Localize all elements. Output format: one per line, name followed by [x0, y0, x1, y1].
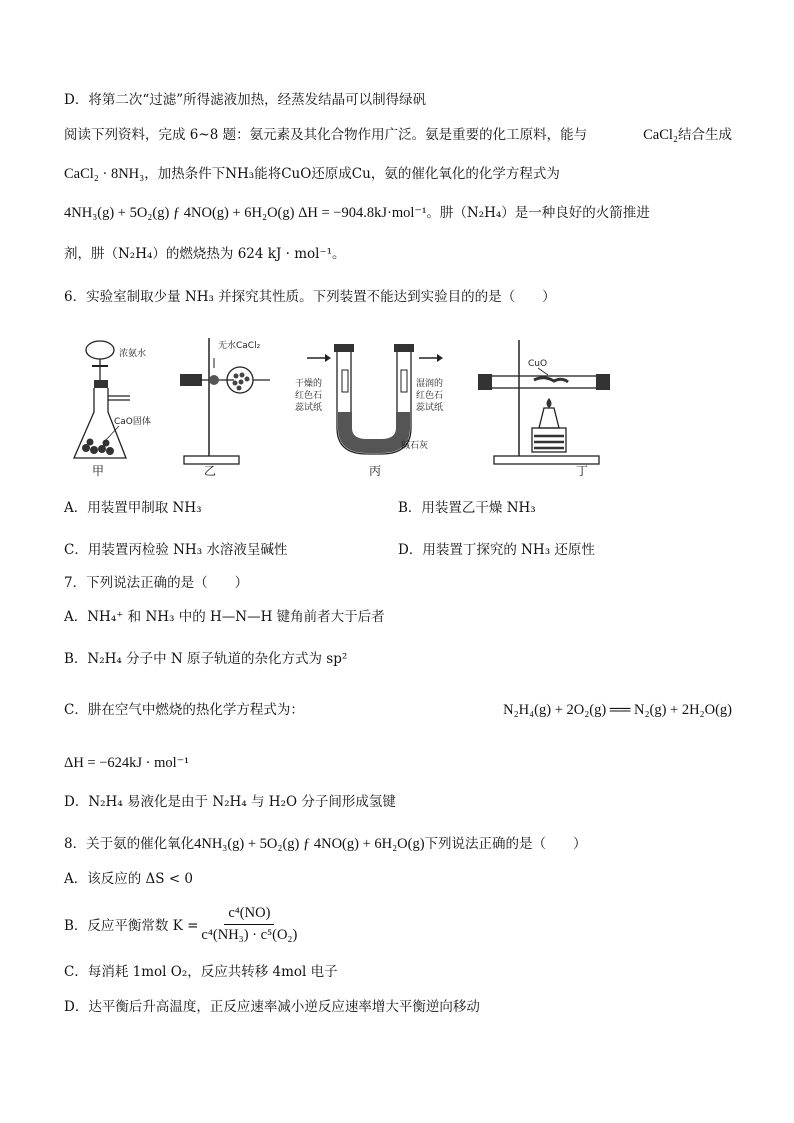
caption-jia: 甲 [92, 464, 105, 478]
q8-option-b[interactable] [64, 898, 300, 950]
q7-option-c-equation: N₂H₄(g) + 2O₂(g) ══ N₂(g) + 2H₂O(g) [503, 702, 732, 718]
fraction-numerator: c⁴(NO) [224, 905, 274, 925]
label-soda-lime: 碱石灰 [401, 441, 429, 451]
intro-line-1-end: 结合生成 [678, 127, 732, 143]
q7-option-a[interactable]: A．NH₄⁺ 和 NH₃ 中的 H—N—H 键角前者大于后者 [64, 609, 385, 625]
q8-stem-start: 8．关于氨的催化氧化 [64, 836, 195, 852]
caption-yi: 乙 [204, 464, 217, 478]
q7-option-c-dh: ΔH = −624kJ · mol⁻¹ [64, 755, 189, 771]
caption-ding: 丁 [576, 464, 589, 478]
apparatus-bing [289, 328, 474, 480]
label-cao: CaO固体 [114, 417, 151, 427]
q8-option-c[interactable]: C．每消耗 1mol O₂，反应共转移 4mol 电子 [64, 964, 338, 980]
q7-option-c-text: C．肼在空气中燃烧的热化学方程式为： [64, 702, 304, 718]
intro-line-1-formula: CaCl₂ [643, 127, 678, 143]
apparatus-yi [174, 328, 294, 480]
q8-option-b-label: B．反应平衡常数 K = [64, 918, 199, 934]
intro-line-3-equation: 4NH₃(g) + 5O₂(g) ƒ 4NO(g) + 6H₂O(g) ΔH = −904.8kJ·mol⁻¹ [64, 205, 427, 221]
q7-stem: 7．下列说法正确的是（ ） [64, 575, 249, 591]
q8-stem [64, 836, 587, 853]
q8-stem-equation: 4NH₃(g) + 5O₂(g) ƒ 4NO(g) + 6H₂O(g) [194, 836, 425, 852]
q8-stem-end: 下列说法正确的是（ ） [424, 836, 587, 852]
intro-line-1 [64, 127, 732, 144]
label-dry-1: 干燥的 [295, 379, 323, 389]
q6-option-d[interactable]: D．用装置丁探究的 NH₃ 还原性 [398, 542, 595, 558]
intro-line-3 [64, 205, 650, 222]
q8-option-a[interactable]: A．该反应的 ΔS < 0 [64, 871, 194, 887]
intro-line-2-text: ，加热条件下NH₃能将CuO还原成Cu，氨的催化氧化的化学方程式为 [144, 166, 560, 182]
q7-option-b[interactable]: B．N₂H₄ 分子中 N 原子轨道的杂化方式为 sp² [64, 651, 348, 667]
intro-line-2-formula: CaCl₂ · 8NH₃ [64, 166, 145, 182]
q6-option-a[interactable]: A．用装置甲制取 NH₃ [64, 500, 202, 516]
label-ammonia: 浓氨水 [119, 349, 147, 359]
apparatus-jia [64, 328, 184, 480]
intro-line-3-text: 。肼（N₂H₄）是一种良好的火箭推进 [426, 205, 650, 221]
caption-bing: 丙 [369, 464, 382, 478]
q6-option-b[interactable]: B．用装置乙干燥 NH₃ [398, 500, 536, 516]
intro-line-2 [64, 166, 560, 183]
q7-option-c[interactable] [64, 702, 732, 719]
fraction-denominator: c⁴(NH₃) · c⁵(O₂) [201, 926, 298, 943]
q6-option-c[interactable]: C．用装置丙检验 NH₃ 水溶液呈碱性 [64, 542, 288, 558]
q7-option-d[interactable]: D．N₂H₄ 易液化是由于 N₂H₄ 与 H₂O 分子间形成氢键 [64, 794, 396, 810]
label-dry-2: 红色石 [295, 391, 323, 401]
label-dry-3: 蕊试纸 [295, 403, 323, 413]
q8-option-d[interactable]: D．达平衡后升高温度，正反应速率减小逆反应速率增大平衡逆向移动 [64, 999, 480, 1015]
apparatus-ding [464, 328, 634, 480]
label-wet-3: 蕊试纸 [416, 403, 444, 413]
label-wet-1: 湿润的 [416, 379, 444, 389]
q6-stem: 6．实验室制取少量 NH₃ 并探究其性质。下列装置不能达到实验目的的是（ ） [64, 289, 556, 305]
label-cuo: CuO [528, 359, 548, 369]
label-wet-2: 红色石 [416, 391, 444, 401]
q5-option-d: D．将第二次“过滤”所得滤液加热，经蒸发结晶可以制得绿矾 [64, 92, 427, 108]
equilibrium-constant-fraction [201, 905, 297, 944]
q6-apparatus-figure [64, 328, 744, 480]
label-cacl2: 无水CaCl₂ [218, 341, 261, 351]
intro-line-1-text: 阅读下列资料，完成 6~8 题：氨元素及其化合物作用广泛。氨是重要的化工原料，能与 [64, 127, 588, 143]
intro-line-4: 剂，肼（N₂H₄）的燃烧热为 624 kJ · mol⁻¹。 [64, 246, 346, 262]
